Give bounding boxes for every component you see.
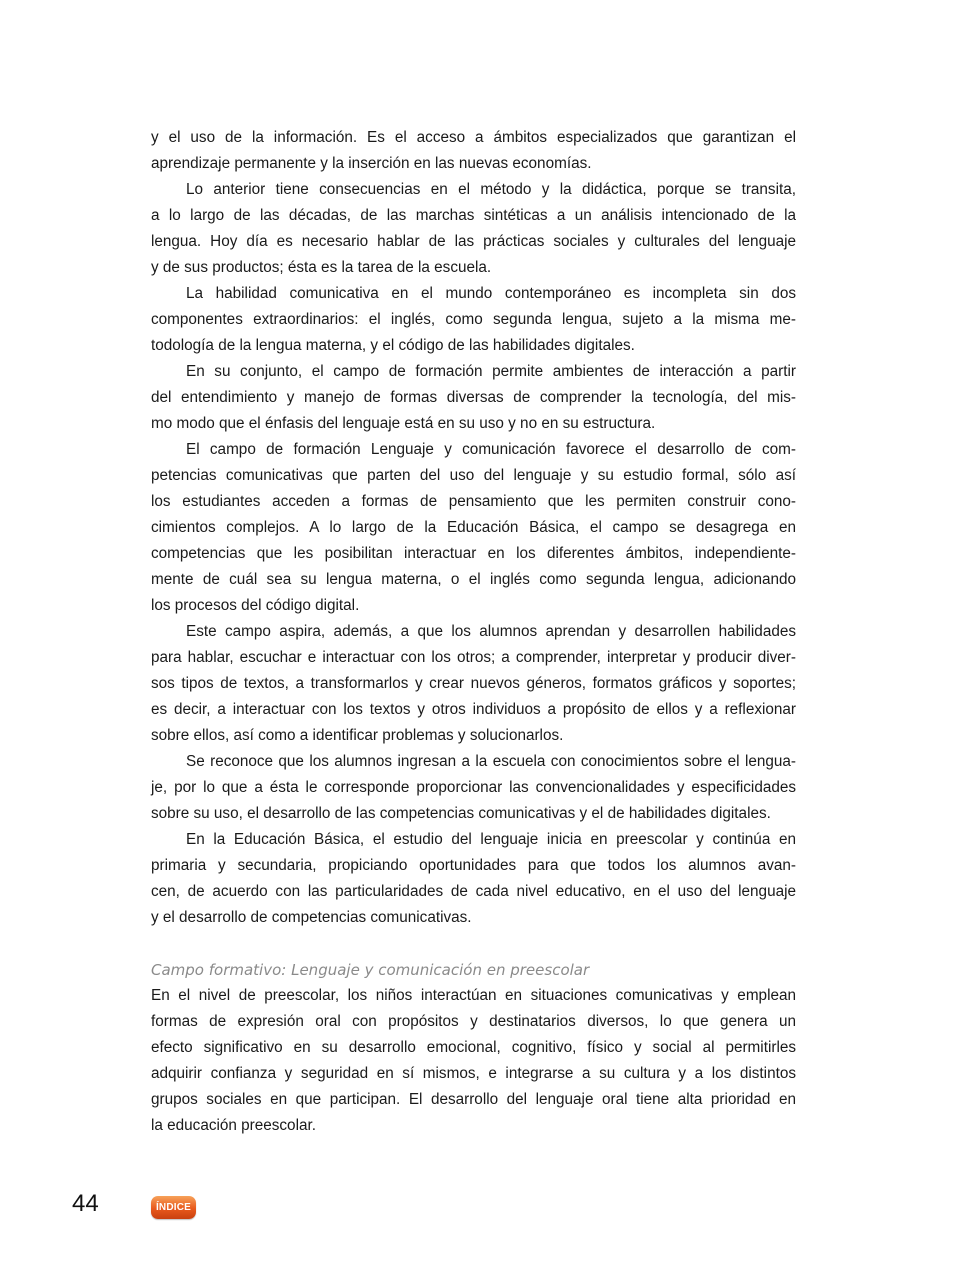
text-line: Este campo aspira, además, a que los alumnos aprendan y desarrollen habilidades: [186, 623, 796, 640]
text-line: formas de expresión oral con propósitos y destinatarios diversos, lo que genera un: [151, 1013, 796, 1030]
paragraph: [151, 281, 796, 359]
text-line: todología de la lengua materna, y el código de las habilidades digitales.: [151, 337, 635, 354]
paragraph: [151, 827, 796, 931]
text-line: je, por lo que a ésta le corresponde proporcionar las convencionalidades y especificidades: [151, 779, 796, 796]
paragraph: [151, 359, 796, 437]
text-line: lengua. Hoy día es necesario hablar de las prácticas sociales y culturales del lenguaje: [151, 233, 796, 250]
page-number: 44: [72, 1190, 99, 1217]
text-line: para hablar, escuchar e interactuar con los otros; a comprender, interpretar y producir diver-: [151, 649, 796, 666]
text-line: mente de cuál sea su lengua materna, o el inglés como segunda lengua, adicionando: [151, 571, 796, 588]
text-line: En la Educación Básica, el estudio del lenguaje inicia en preescolar y continúa en: [186, 831, 796, 848]
text-line: los estudiantes acceden a formas de pensamiento que les permiten construir cono-: [151, 493, 796, 510]
paragraph: [151, 749, 796, 827]
paragraph: [151, 125, 796, 177]
text-line: En el nivel de preescolar, los niños interactúan en situaciones comunicativas y emplean: [151, 987, 796, 1004]
text-line: cen, de acuerdo con las particularidades de cada nivel educativo, en el uso del lenguaje: [151, 883, 796, 900]
text-line: y el uso de la información. Es el acceso a ámbitos especializados que garantizan el: [151, 129, 796, 146]
text-line: a lo largo de las décadas, de las marchas sintéticas a un análisis intencionado de la: [151, 207, 796, 224]
text-line: petencias comunicativas que parten del uso del lenguaje y su estudio formal, sólo así: [151, 467, 796, 484]
paragraph: [151, 983, 796, 1139]
text-line: Lo anterior tiene consecuencias en el método y la didáctica, porque se transita,: [186, 181, 796, 198]
paragraph: [151, 437, 796, 619]
text-line: competencias que les posibilitan interactuar en los diferentes ámbitos, independiente-: [151, 545, 796, 562]
text-line: Se reconoce que los alumnos ingresan a la escuela con conocimientos sobre el lengua-: [186, 753, 796, 770]
text-line: aprendizaje permanente y la inserción en las nuevas economías.: [151, 155, 592, 172]
text-line: En su conjunto, el campo de formación permite ambientes de interacción a partir: [186, 363, 796, 380]
text-line: es decir, a interactuar con los textos y otros individuos a propósito de ellos y a reflexionar: [151, 701, 796, 718]
text-line: efecto significativo en su desarrollo emocional, cognitivo, físico y social al permitirles: [151, 1039, 796, 1056]
section-heading: Campo formativo: Lenguaje y comunicación en preescolar: [151, 961, 590, 979]
text-line: sos tipos de textos, a transformarlos y crear nuevos géneros, formatos gráficos y soportes;: [151, 675, 796, 692]
paragraph: [151, 177, 796, 281]
text-line: primaria y secundaria, propiciando oportunidades para que todos los alumnos avan-: [151, 857, 796, 874]
text-line: adquirir confianza y seguridad en sí mismos, e integrarse a su cultura y a los distintos: [151, 1065, 796, 1082]
text-line: El campo de formación Lenguaje y comunicación favorece el desarrollo de com-: [186, 441, 796, 458]
text-line: y de sus productos; ésta es la tarea de la escuela.: [151, 259, 492, 276]
text-line: La habilidad comunicativa en el mundo contemporáneo es incompleta sin dos: [186, 285, 796, 302]
text-line: los procesos del código digital.: [151, 597, 360, 614]
main-paragraphs: [151, 125, 796, 931]
section-paragraphs: [151, 983, 796, 1139]
text-line: del entendimiento y manejo de formas diversas de comprender la tecnología, del mis-: [151, 389, 796, 406]
text-line: sobre su uso, el desarrollo de las competencias comunicativas y el de habilidades digitales.: [151, 805, 771, 822]
body-text: [151, 125, 796, 1139]
text-line: sobre ellos, así como a identificar problemas y solucionarlos.: [151, 727, 564, 744]
text-line: cimientos complejos. A lo largo de la Educación Básica, el campo se desagrega en: [151, 519, 796, 536]
text-line: y el desarrollo de competencias comunicativas.: [151, 909, 472, 926]
text-line: mo modo que el énfasis del lenguaje está en su uso y no en su estructura.: [151, 415, 656, 432]
text-line: componentes extraordinarios: el inglés, como segunda lengua, sujeto a la misma me-: [151, 311, 796, 328]
text-line: grupos sociales en que participan. El desarrollo del lenguaje oral tiene alta prioridad en: [151, 1091, 796, 1108]
text-line: la educación preescolar.: [151, 1117, 316, 1134]
index-button[interactable]: ÍNDICE: [151, 1196, 196, 1219]
paragraph: [151, 619, 796, 749]
